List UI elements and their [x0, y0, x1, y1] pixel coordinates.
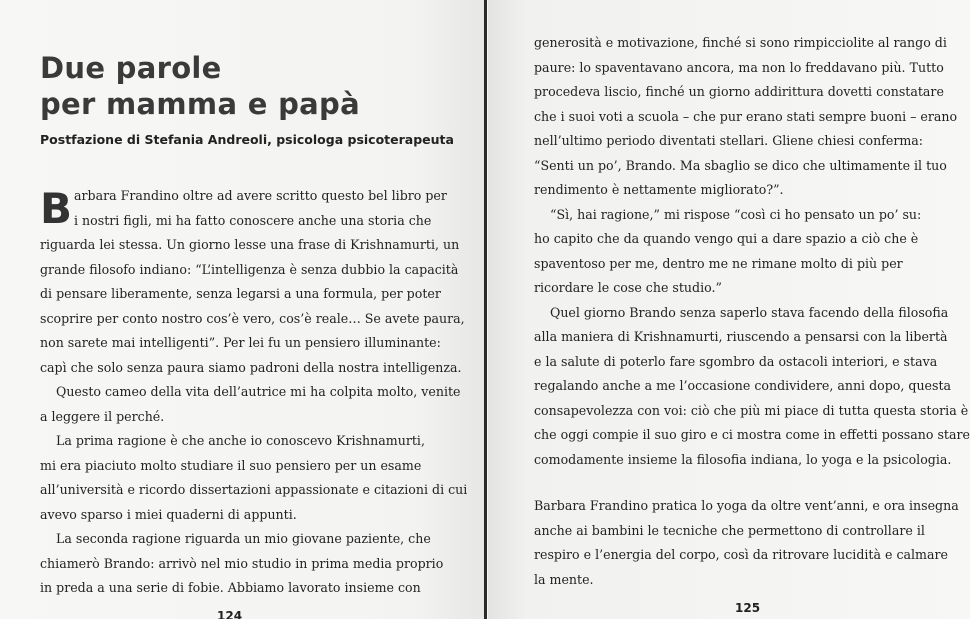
left-body-text — [40, 184, 468, 601]
text-line: chiamerò Brando: arrivò nel mio studio in prima media proprio — [40, 555, 444, 571]
text-line: La prima ragione è che anche io conoscevo Krishnamurti, — [56, 433, 425, 448]
text-line: la mente. — [534, 571, 594, 587]
title-line-1: Due parole — [40, 51, 222, 85]
text-line: all’università e ricordo dissertazioni appassionate e citazioni di cui — [40, 482, 468, 497]
text-line: arbara Frandino oltre ad avere scritto questo bel libro per — [74, 188, 447, 203]
text-line: spaventoso per me, dentro me ne rimane molto di più per — [534, 255, 903, 271]
text-line: anche ai bambini le tecniche che permettono di controllare il — [534, 522, 925, 538]
text-line: paure: lo spaventavano ancora, ma non lo freddavano più. Tutto — [534, 59, 944, 75]
text-line: e la salute di poterlo fare sgombro da ostacoli interiori, e stava — [534, 353, 938, 369]
drop-cap: B — [40, 184, 73, 233]
text-line: i nostri figli, mi ha fatto conoscere anche una storia che — [74, 212, 432, 228]
page-number-right: 125 — [735, 601, 761, 615]
text-line: alla maniera di Krishnamurti, riuscendo a pensarsi con la libertà — [534, 329, 948, 344]
page-number-left: 124 — [217, 609, 243, 619]
text-line: ricordare le cose che studio.” — [534, 280, 722, 295]
text-line: grande filosofo indiano: “L’intelligenza è senza dubbio la capacità — [40, 261, 459, 277]
text-line: capì che solo senza paura siamo padroni della nostra intelligenza. — [40, 359, 462, 375]
text-line: che i suoi voti a scuola – che pur erano stati sempre buoni – erano — [534, 108, 958, 124]
text-line: comodamente insieme la filosofia indiana, lo yoga e la psicologia. — [534, 451, 952, 467]
text-line: a leggere il perché. — [40, 408, 165, 424]
text-line: riguarda lei stessa. Un giorno lesse una frase di Krishnamurti, un — [40, 237, 460, 252]
text-line: procedeva liscio, finché un giorno addirittura dovetti constatare — [534, 84, 944, 99]
text-line: Questo cameo della vita dell’autrice mi ha colpita molto, venite — [56, 384, 461, 399]
chapter-subtitle: Postfazione di Stefania Andreoli, psicologa psicoterapeuta — [40, 132, 454, 147]
text-line: Quel giorno Brando senza saperlo stava facendo della filosofia — [550, 304, 949, 320]
paragraph-gap — [534, 472, 954, 494]
text-line: nell’ultimo periodo diventati stellari. Gliene chiesi conferma: — [534, 133, 924, 148]
right-body-text — [534, 31, 970, 592]
title-line-2: per mamma e papà — [40, 87, 360, 121]
text-line: regalando anche a me l’occasione condividere, anni dopo, questa — [534, 378, 952, 393]
text-line: consapevolezza con voi: ciò che più mi piace di tutta questa storia è — [534, 402, 969, 418]
text-line: scoprire per conto nostro cos’è vero, cos’è reale… Se avete paura, — [40, 310, 465, 326]
text-line: La seconda ragione riguarda un mio giovane paziente, che — [56, 531, 431, 546]
right-page — [488, 0, 970, 619]
text-line: che oggi compie il suo giro e ci mostra come in effetti possano stare — [534, 427, 970, 442]
text-line: Barbara Frandino pratica lo yoga da oltre vent’anni, e ora insegna — [534, 498, 959, 513]
text-line: di pensare liberamente, senza legarsi a una formula, per poter — [40, 286, 441, 301]
book-gutter — [484, 0, 487, 619]
text-line: ho capito che da quando vengo qui a dare spazio a ciò che è — [534, 231, 919, 246]
text-line: rendimento è nettamente migliorato?”. — [534, 182, 784, 197]
text-line: respiro e l’energia del corpo, così da ritrovare lucidità e calmare — [534, 547, 948, 562]
text-line: non sarete mai intelligenti”. Per lei fu un pensiero illuminante: — [40, 335, 441, 350]
text-line: “Sì, hai ragione,” mi rispose “così ci ho pensato un po’ su: — [550, 206, 922, 222]
text-line: avevo sparso i miei quaderni di appunti. — [40, 506, 297, 522]
chapter-title — [40, 50, 360, 122]
text-line: generosità e motivazione, finché si sono rimpicciolite al rango di — [534, 35, 947, 50]
text-line: mi era piaciuto molto studiare il suo pensiero per un esame — [40, 457, 422, 473]
text-line: “Senti un po’, Brando. Ma sbaglio se dico che ultimamente il tuo — [534, 157, 947, 173]
text-line: in preda a una serie di fobie. Abbiamo lavorato insieme con — [40, 580, 421, 595]
